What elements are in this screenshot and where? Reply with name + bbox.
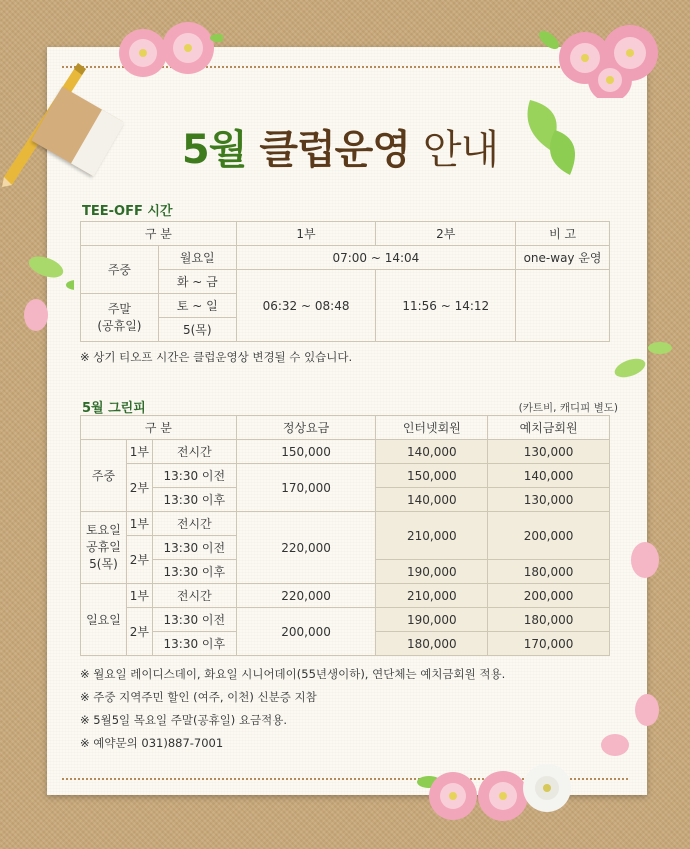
petal-left (14, 255, 74, 335)
time-all: 전시간 (152, 584, 236, 608)
teeoff-day-5thu: 5(목) (158, 318, 236, 342)
part-2: 2부 (126, 608, 152, 656)
teeoff-part2-time: 11:56 ~ 14:12 (376, 270, 516, 342)
table-row (81, 608, 610, 632)
price-normal: 220,000 (236, 584, 376, 608)
price-deposit: 130,000 (488, 440, 610, 464)
time-all: 전시간 (152, 512, 236, 536)
price-deposit: 180,000 (488, 560, 610, 584)
price-internet: 140,000 (376, 488, 488, 512)
greenfee-header-category: 구 분 (81, 416, 237, 440)
footnote-1: ※ 월요일 레이디스데이, 화요일 시니어데이(55년생이하), 연단체는 예치금회원 적용. (80, 667, 506, 681)
price-internet: 210,000 (376, 512, 488, 560)
part-1: 1부 (126, 440, 152, 464)
greenfee-section-title: 5월 그린피 (82, 401, 146, 416)
table-row (81, 440, 610, 464)
price-normal: 200,000 (236, 608, 376, 656)
title-main: 클럽운영 (259, 127, 410, 173)
teeoff-weekend-label: 주말 (공휴일) (81, 294, 159, 342)
flower-cluster-top-left (108, 18, 223, 88)
price-normal: 150,000 (236, 440, 376, 464)
table-row (81, 222, 610, 246)
price-internet: 190,000 (376, 560, 488, 584)
group-weekday: 주중 (81, 440, 127, 512)
flower-cluster-bottom (415, 752, 595, 832)
footnote-reservation: ※ 예약문의 031)887-7001 (80, 736, 224, 750)
greenfee-table (80, 415, 610, 656)
price-internet: 210,000 (376, 584, 488, 608)
price-deposit: 200,000 (488, 584, 610, 608)
price-normal: 220,000 (236, 512, 376, 584)
table-row (81, 246, 610, 270)
title-suffix: 안내 (422, 127, 499, 173)
part-1: 1부 (126, 512, 152, 536)
table-row (81, 270, 610, 294)
footnote-2: ※ 주중 지역주민 할인 (여주, 이천) 신분증 지참 (80, 690, 317, 704)
time-after: 13:30 이후 (152, 632, 236, 656)
teeoff-note-empty (516, 270, 610, 342)
flower-cluster-top-right (535, 18, 665, 98)
price-internet: 180,000 (376, 632, 488, 656)
price-internet: 150,000 (376, 464, 488, 488)
price-deposit: 180,000 (488, 608, 610, 632)
time-before: 13:30 이전 (152, 536, 236, 560)
price-deposit: 130,000 (488, 488, 610, 512)
teeoff-weekday-label: 주중 (81, 246, 159, 294)
teeoff-part1-time: 06:32 ~ 08:48 (236, 270, 376, 342)
greenfee-header-deposit: 예치금회원 (488, 416, 610, 440)
table-row (81, 464, 610, 488)
greenfee-header-normal: 정상요금 (236, 416, 376, 440)
footnote-3: ※ 5월5일 목요일 주말(공휴일) 요금적용. (80, 713, 288, 727)
price-internet: 140,000 (376, 440, 488, 464)
teeoff-header-part1: 1부 (236, 222, 376, 246)
price-deposit: 200,000 (488, 512, 610, 560)
teeoff-header-category: 구 분 (81, 222, 237, 246)
teeoff-monday-note: one-way 운영 (516, 246, 610, 270)
teeoff-day-sat-sun: 토 ~ 일 (158, 294, 236, 318)
time-before: 13:30 이전 (152, 608, 236, 632)
time-all: 전시간 (152, 440, 236, 464)
teeoff-day-tue-fri: 화 ~ 금 (158, 270, 236, 294)
price-deposit: 140,000 (488, 464, 610, 488)
page-title (140, 118, 540, 175)
teeoff-day-monday: 월요일 (158, 246, 236, 270)
teeoff-header-part2: 2부 (376, 222, 516, 246)
price-normal: 170,000 (236, 464, 376, 512)
leaf-right-mid (610, 338, 680, 388)
teeoff-monday-time: 07:00 ~ 14:04 (236, 246, 515, 270)
table-row (81, 512, 610, 536)
teeoff-section-title: TEE-OFF 시간 (82, 204, 173, 219)
part-2: 2부 (126, 464, 152, 512)
part-1: 1부 (126, 584, 152, 608)
greenfee-note: (카트비, 캐디피 별도) (518, 402, 618, 414)
teeoff-header-note: 비 고 (516, 222, 610, 246)
group-holiday: 토요일 공휴일 5(목) (81, 512, 127, 584)
time-after: 13:30 이후 (152, 560, 236, 584)
part-2: 2부 (126, 536, 152, 584)
title-month: 5월 (181, 127, 247, 173)
greenfee-header-internet: 인터넷회원 (376, 416, 488, 440)
table-row (81, 416, 610, 440)
time-after: 13:30 이후 (152, 488, 236, 512)
teeoff-table (80, 221, 610, 342)
teeoff-footnote: ※ 상기 티오프 시간은 클럽운영상 변경될 수 있습니다. (80, 350, 353, 364)
price-deposit: 170,000 (488, 632, 610, 656)
group-sunday: 일요일 (81, 584, 127, 656)
table-row (81, 584, 610, 608)
time-before: 13:30 이전 (152, 464, 236, 488)
price-internet: 190,000 (376, 608, 488, 632)
